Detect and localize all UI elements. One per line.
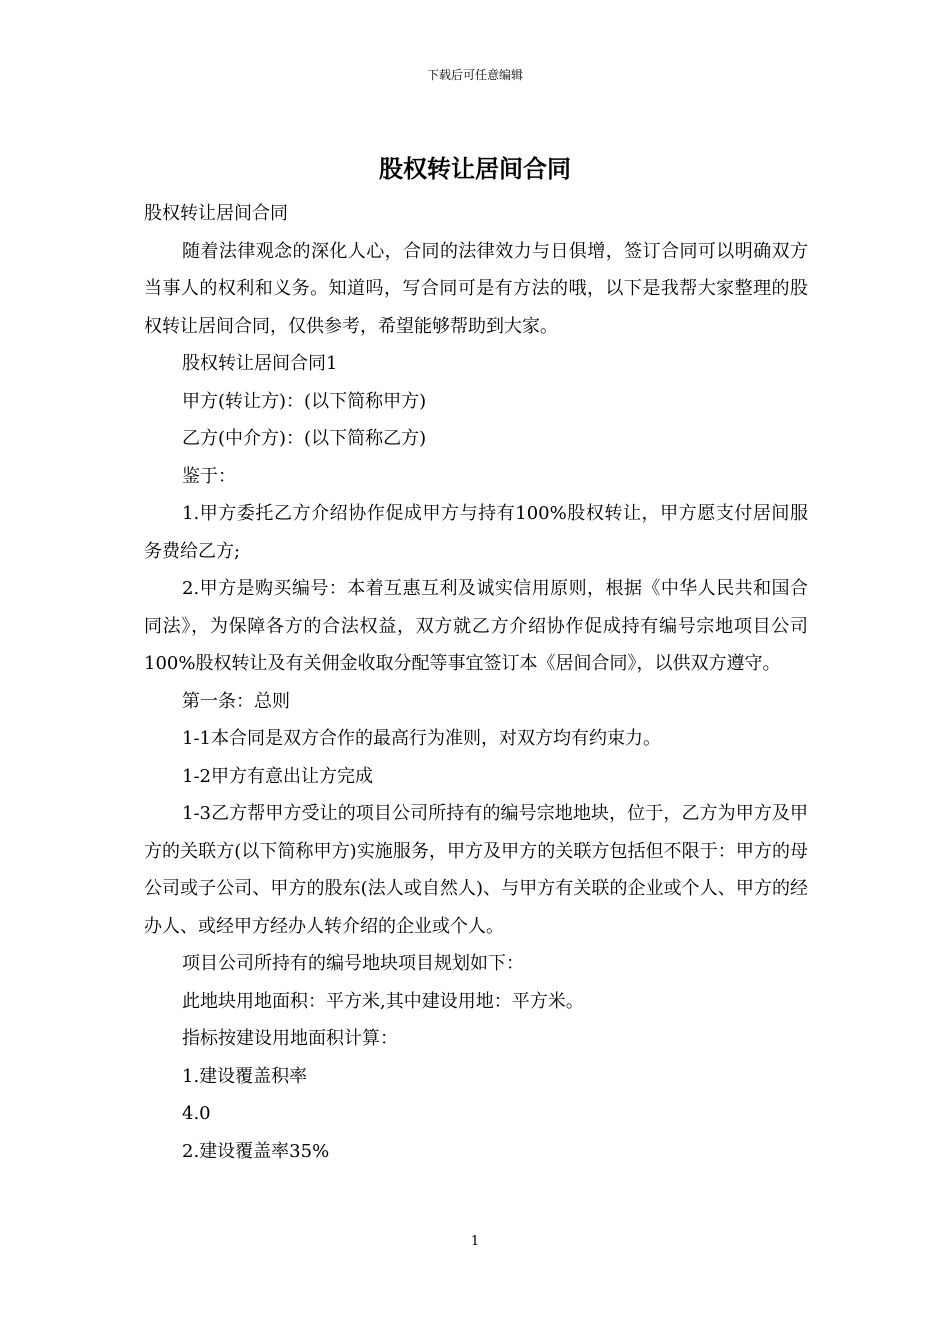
paragraph: 鉴于： bbox=[182, 465, 236, 487]
paragraph: 乙方(中介方)：(以下简称乙方) bbox=[182, 428, 427, 449]
paragraph: 甲方(转让方)：(以下简称甲方) bbox=[182, 390, 427, 412]
paragraph: 此地块用地面积：平方米,其中建设用地：平方米。 bbox=[182, 990, 584, 1012]
paragraph: 股权转让居间合同 bbox=[144, 203, 288, 224]
paragraph: 1-3乙方帮甲方受让的项目公司所持有的编号宗地地块，位于，乙方为甲方及甲方的关联方(以下简称甲方)实施服务，甲方及甲方的关联方包括但不限于：甲方的母公司或子公司、甲方的股东(法人或自然人)、与甲方有关联的企业或个人、甲方的经办人、或经甲方经办人转介绍的企业或个人。 bbox=[144, 803, 808, 937]
paragraph: 1.建设覆盖积率 bbox=[182, 1065, 308, 1087]
paragraph: 随着法律观念的深化人心，合同的法律效力与日俱增，签订合同可以明确双方当事人的权利和义务。知道吗，写合同可是有方法的哦，以下是我帮大家整理的股权转让居间合同，仅供参考，希望能够帮助到大家。 bbox=[144, 240, 808, 337]
document-body bbox=[144, 195, 808, 1170]
paragraph: 股权转让居间合同1 bbox=[182, 353, 338, 374]
paragraph: 指标按建设用地面积计算： bbox=[182, 1028, 398, 1049]
page-header-note: 下载后可任意编辑 bbox=[426, 68, 523, 82]
paragraph: 第一条：总则 bbox=[182, 690, 290, 712]
paragraph: 项目公司所持有的编号地块项目规划如下： bbox=[182, 953, 524, 974]
paragraph: 1-2甲方有意出让方完成 bbox=[182, 765, 373, 787]
paragraph: 2.甲方是购买编号：本着互惠互利及诚实信用原则，根据《中华人民共和国合同法》，为保障各方的合法权益，双方就乙方介绍协作促成持有编号宗地项目公司100%股权转让及有关佣金收取分配等事宜签订本《居间合同》，以供双方遵守。 bbox=[144, 578, 808, 674]
paragraph: 4.0 bbox=[182, 1103, 211, 1124]
page-number: 1 bbox=[470, 1234, 480, 1249]
paragraph: 1.甲方委托乙方介绍协作促成甲方与持有100%股权转让，甲方愿支付居间服务费给乙方; bbox=[144, 503, 808, 562]
document-title: 股权转让居间合同 bbox=[379, 154, 571, 183]
paragraph: 1-1本合同是双方合作的最高行为准则，对双方均有约束力。 bbox=[182, 728, 661, 749]
paragraph: 2.建设覆盖率35% bbox=[182, 1140, 330, 1162]
